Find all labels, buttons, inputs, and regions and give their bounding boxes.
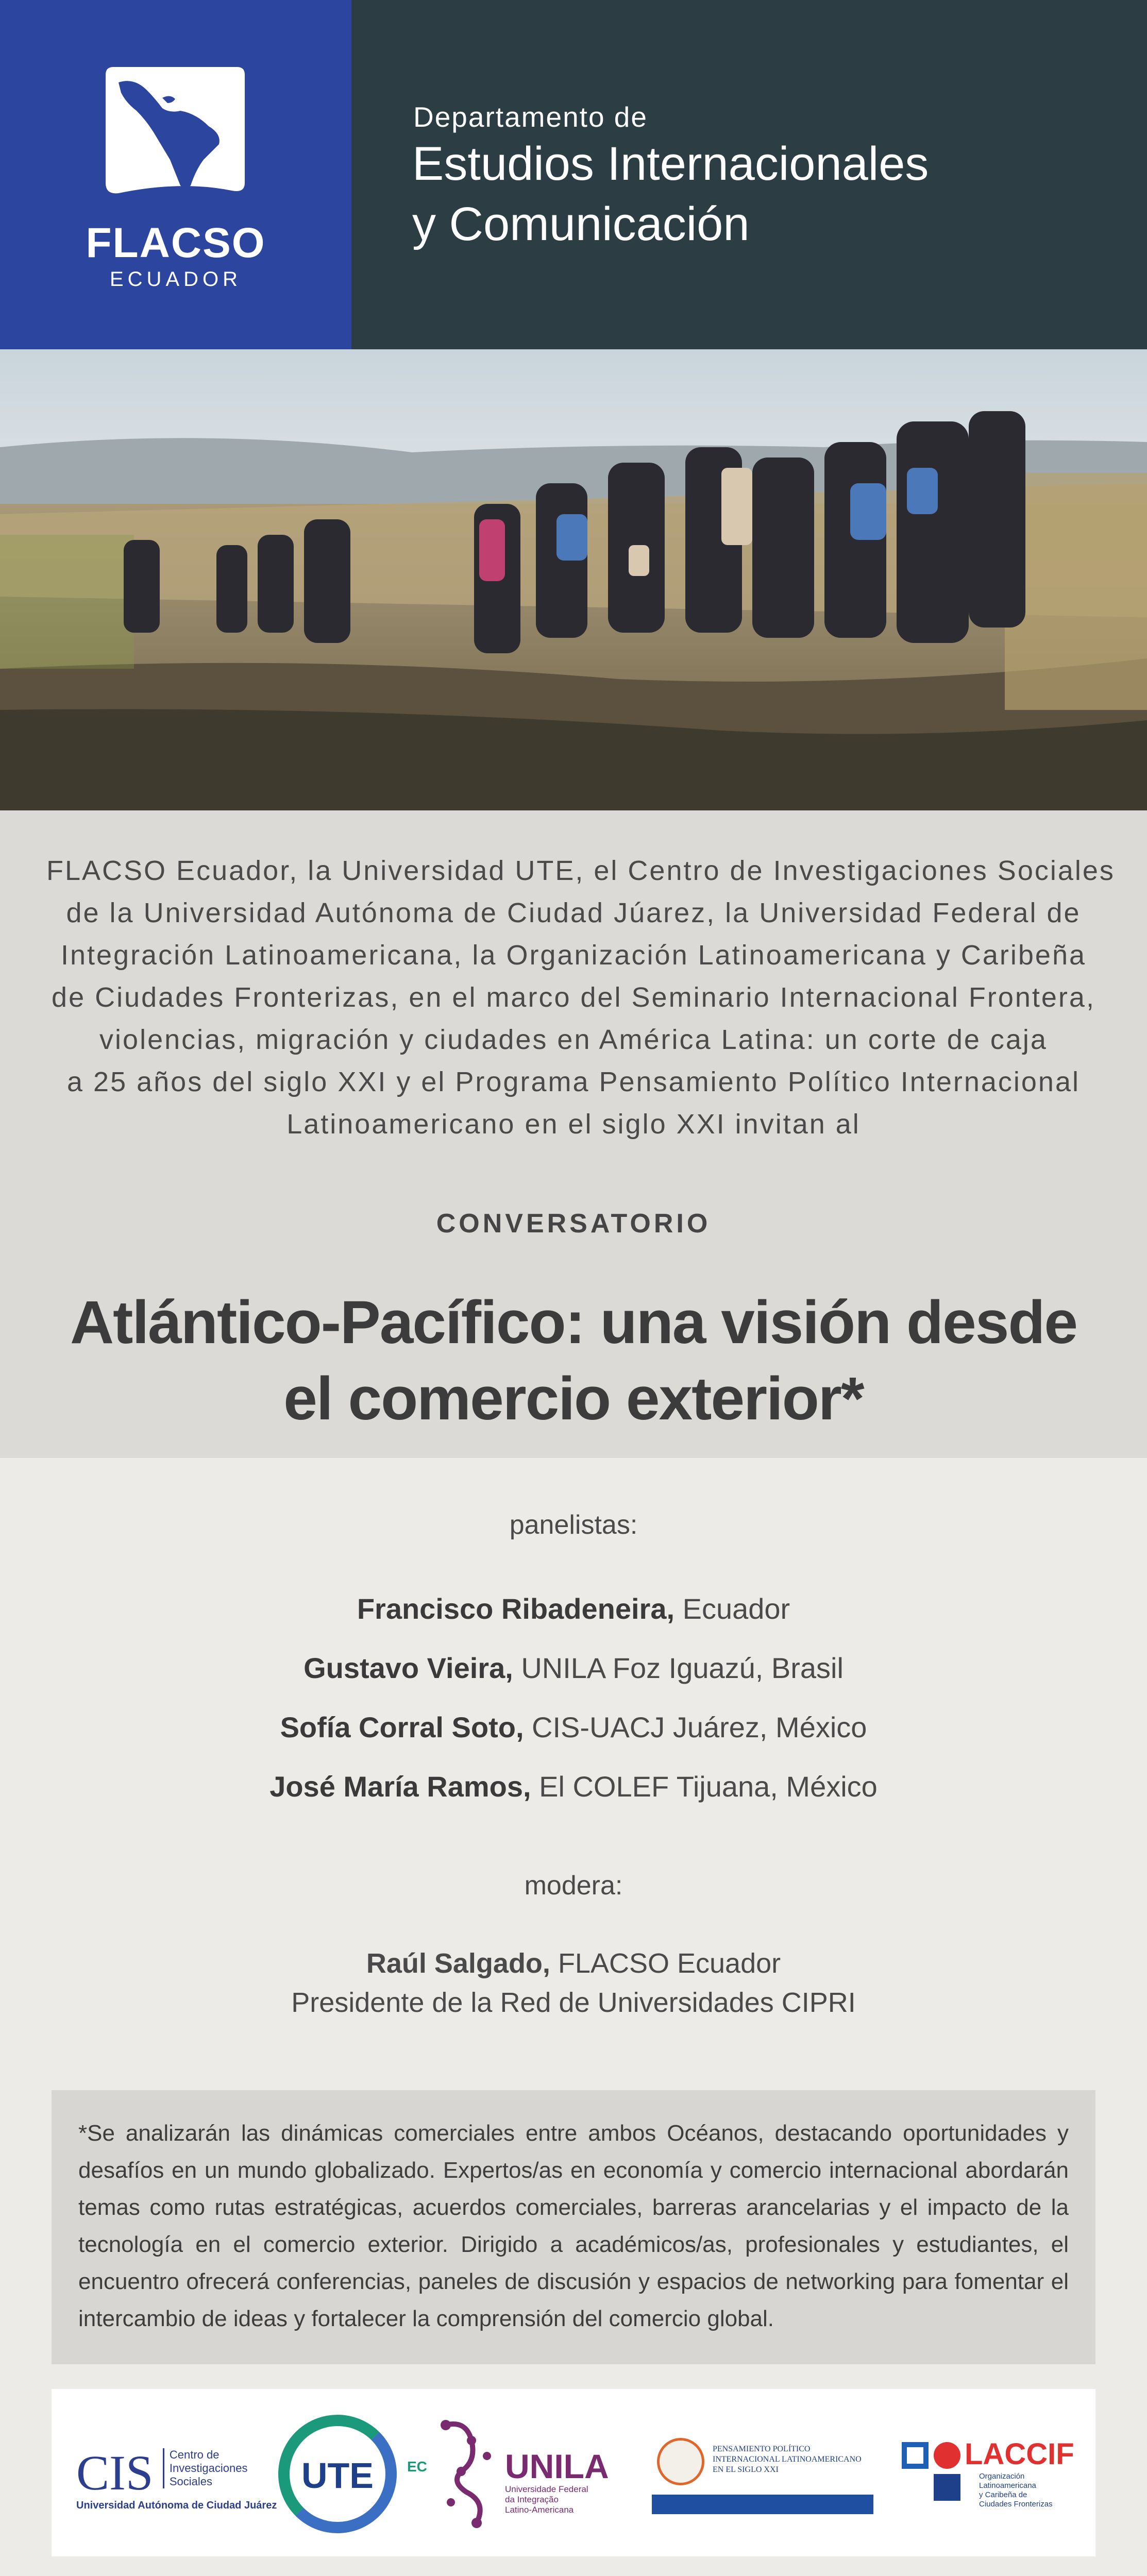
- cis-name: [163, 2448, 248, 2488]
- ppil-seal-icon: [657, 2438, 704, 2485]
- department-title-block: [351, 0, 1147, 349]
- laccif-sub-line: Latinoamericana: [979, 2481, 1036, 2490]
- cis-name-line: Sociales: [169, 2475, 212, 2488]
- moderator-role: Presidente de la Red de Universidades CIPRI: [291, 1987, 856, 2018]
- event-type-label: CONVERSATORIO: [436, 1209, 711, 1239]
- ppil-logo: [652, 2438, 873, 2518]
- panelists-label: panelistas:: [509, 1510, 638, 1540]
- logo-name: FLACSO: [86, 219, 266, 266]
- laccif-block-icon: [934, 2474, 960, 2501]
- invitation-line: a 25 años del siglo XXI y el Programa Pensamiento Político Internacional: [67, 1066, 1080, 1097]
- partner-logos: [52, 2389, 1095, 2556]
- invitation-text: [46, 850, 1115, 1145]
- invitation-line: Latinoamericano en el siglo XXI invitan al: [286, 1109, 861, 1140]
- migrants-walking-photo: [0, 349, 1147, 810]
- panelist: [0, 1710, 1147, 1744]
- latin-america-map-icon: [98, 62, 252, 198]
- moderator: [0, 1947, 1147, 1979]
- department-name-line2: y Comunicación: [412, 198, 750, 250]
- ppil-line: EN EL SIGLO XXI: [713, 2465, 779, 2474]
- invitation-line: de Ciudades Fronterizas, en el marco del Seminario Internacional Frontera,: [52, 982, 1095, 1013]
- ppil-bar: [652, 2495, 873, 2514]
- ppil-line: PENSAMIENTO POLÍTICO: [713, 2445, 811, 2453]
- invitation-line: de la Universidad Autónoma de Ciudad Júarez, la Universidad Federal de: [66, 897, 1081, 928]
- laccif-sub-line: Ciudades Fronterizas: [979, 2500, 1053, 2509]
- laccif-square-icon: [902, 2442, 929, 2469]
- flacso-logo: [0, 0, 351, 349]
- ute-text: UTE: [301, 2455, 374, 2496]
- description-text: *Se analizarán las dinámicas comerciales entre ambos Océanos, destacando oportunidades y desafíos en un mundo globalizado. Expertos/as en economía y comercio internacional abordarán temas como rutas estratégicas, acuerdos comerciales, barreras arancelarias y el impacto de la tecnología en el comercio exterior. Dirigido a académicos/as, profesionales y estudiantes, el encuentro ofrecerá conferencias, paneles de discusión y espacios de networking para fomentar el intercambio de ideas y fortalecer la comprensión del comercio global.: [78, 2121, 1069, 2331]
- cis-logo: [76, 2445, 277, 2512]
- moderator-label: modera:: [524, 1871, 623, 1901]
- logo-subtitle: ECUADOR: [109, 268, 242, 291]
- panelist-affiliation: Ecuador: [674, 1592, 790, 1625]
- panelist-name: José María Ramos,: [269, 1770, 531, 1803]
- unila-sub-line: da Integração: [505, 2495, 559, 2504]
- event-title-line1: Atlántico-Pacífico: una visión desde: [70, 1289, 1077, 1357]
- department-label: Departamento de: [413, 101, 648, 133]
- unila-sub-line: Universidade Federal: [505, 2484, 588, 2494]
- unila-name: UNILA: [505, 2447, 609, 2485]
- panelist: [0, 1651, 1147, 1685]
- ppil-line: INTERNACIONAL LATINOAMERICANO: [713, 2455, 862, 2464]
- unila-symbol-icon: [435, 2415, 502, 2533]
- laccif-logo: [902, 2438, 1077, 2515]
- department-name-line1: Estudios Internacionales: [412, 138, 929, 190]
- laccif-sub-line: y Caribeña de: [979, 2490, 1027, 2499]
- moderator-affiliation: FLACSO Ecuador: [550, 1948, 781, 1979]
- cis-abbr: CIS: [76, 2445, 154, 2500]
- unila-logo: [505, 2448, 609, 2515]
- unila-sub-line: Latino-Americana: [505, 2505, 574, 2515]
- photo-illustration: [0, 349, 1147, 810]
- panelist: [0, 1592, 1147, 1625]
- cis-university: Universidad Autónoma de Ciudad Juárez: [76, 2500, 277, 2511]
- cis-name-line: Centro de: [169, 2448, 220, 2461]
- invitation-line: Integración Latinoamericana, la Organización Latinoamericana y Caribeña: [60, 940, 1087, 971]
- laccif-circle-icon: [934, 2442, 960, 2469]
- event-title: [0, 1284, 1147, 1437]
- ppil-name: [713, 2444, 862, 2475]
- invitation-line: FLACSO Ecuador, la Universidad UTE, el Centro de Investigaciones Sociales: [46, 855, 1115, 886]
- invitation-section: [0, 810, 1147, 1458]
- description-box: [52, 2090, 1095, 2364]
- ute-ec: EC: [407, 2459, 427, 2475]
- ute-logo: [278, 2415, 397, 2533]
- header: [0, 0, 1147, 349]
- panelist-name: Gustavo Vieira,: [303, 1652, 513, 1684]
- invitation-line: violencias, migración y ciudades en América Latina: un corte de caja: [99, 1024, 1048, 1055]
- panelist-name: Sofía Corral Soto,: [280, 1711, 524, 1743]
- laccif-name: LACCIF: [965, 2437, 1074, 2471]
- laccif-sub: [979, 2472, 1053, 2509]
- cis-name-line: Investigaciones: [169, 2462, 248, 2475]
- panelist-affiliation: El COLEF Tijuana, México: [531, 1770, 878, 1803]
- laccif-sub-line: Organización: [979, 2472, 1025, 2481]
- panelist-affiliation: UNILA Foz Iguazú, Brasil: [513, 1652, 844, 1684]
- moderator-name: Raúl Salgado,: [366, 1948, 550, 1979]
- panelist-name: Francisco Ribadeneira,: [357, 1592, 675, 1625]
- panelist: [0, 1770, 1147, 1803]
- event-title-line2: el comercio exterior*: [283, 1365, 864, 1433]
- panelist-affiliation: CIS-UACJ Juárez, México: [524, 1711, 867, 1743]
